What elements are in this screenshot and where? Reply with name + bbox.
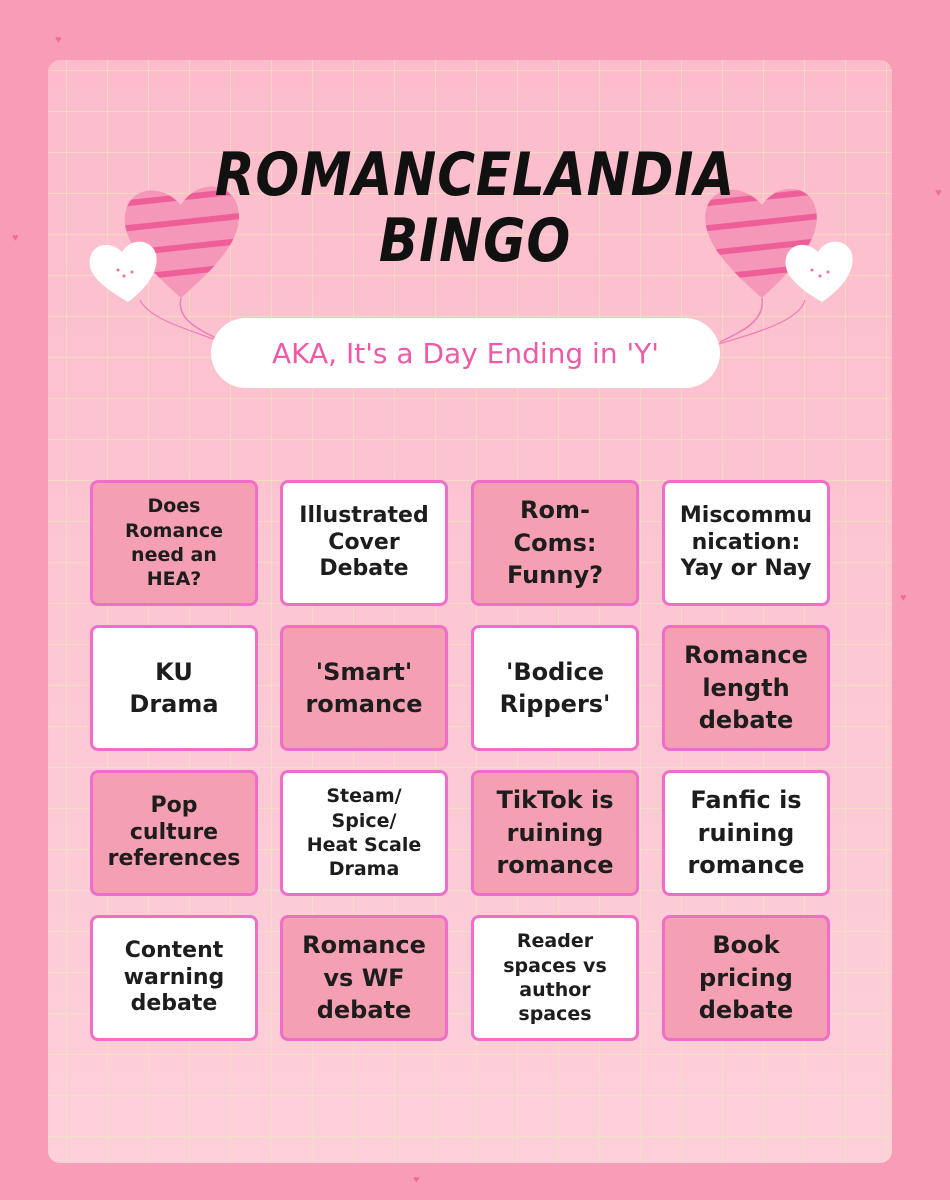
bingo-square: Fanfic is ruining romance <box>662 770 830 896</box>
title-line-1: ROMANCELANDIA <box>214 140 736 210</box>
subtitle-text: AKA, It's a Day Ending in 'Y' <box>272 336 659 370</box>
bingo-square: 'Bodice Rippers' <box>471 625 639 751</box>
small-heart-icon: ♥ <box>413 1174 420 1186</box>
bingo-square: Romance vs WF debate <box>280 915 448 1041</box>
bingo-square: Reader spaces vs author spaces <box>471 915 639 1041</box>
bingo-square: Romance length debate <box>662 625 830 751</box>
bingo-square: Content warning debate <box>90 915 258 1041</box>
small-heart-icon: ♥ <box>55 34 62 46</box>
bingo-square: TikTok is ruining romance <box>471 770 639 896</box>
bingo-square: 'Smart' romance <box>280 625 448 751</box>
bingo-square: Illustrated Cover Debate <box>280 480 448 606</box>
title-line-2: BINGO <box>378 206 572 276</box>
bingo-square: Does Romance need an HEA? <box>90 480 258 606</box>
bingo-square: Steam/ Spice/ Heat Scale Drama <box>280 770 448 896</box>
small-heart-icon: ♥ <box>900 592 907 604</box>
bingo-square: Pop culture references <box>90 770 258 896</box>
small-heart-icon: ♥ <box>935 187 942 199</box>
bingo-square: Miscommu nication: Yay or Nay <box>662 480 830 606</box>
bingo-square: Book pricing debate <box>662 915 830 1041</box>
bingo-square: Rom- Coms: Funny? <box>471 480 639 606</box>
small-heart-icon: ♥ <box>12 232 19 244</box>
subtitle-banner <box>211 318 720 388</box>
bingo-square: KU Drama <box>90 625 258 751</box>
